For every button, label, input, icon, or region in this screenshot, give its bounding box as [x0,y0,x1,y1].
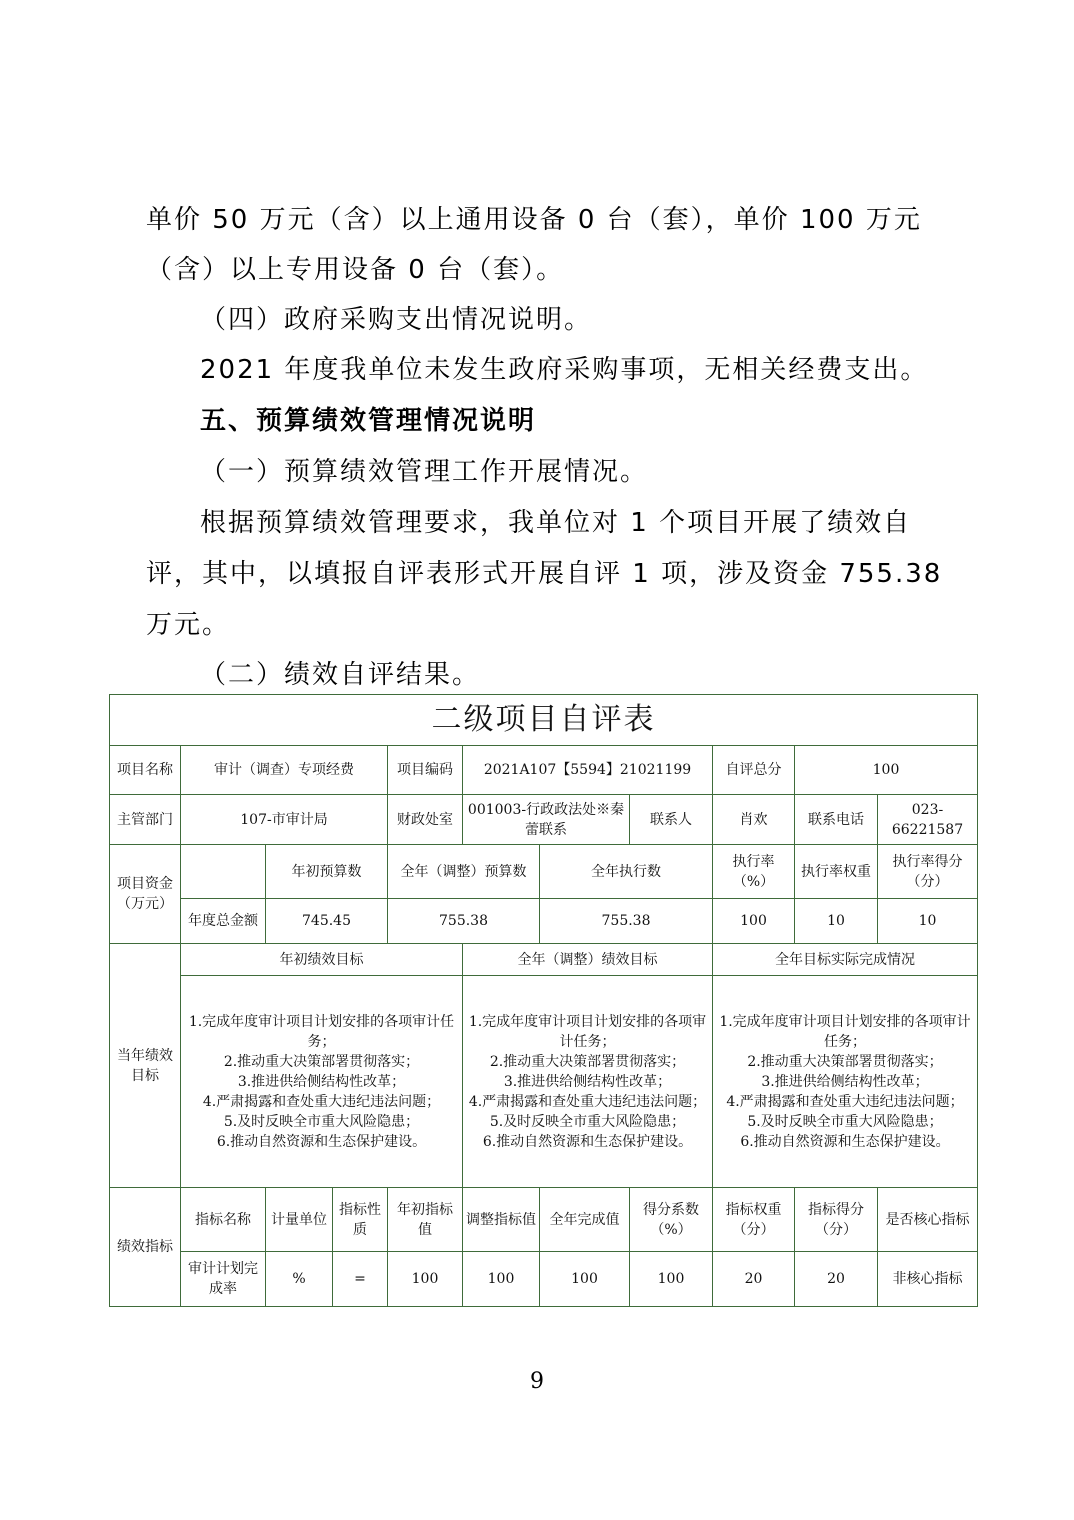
col-executed: 全年执行数 [540,845,713,899]
project-code-label: 项目编码 [388,746,463,795]
finance-office: 001003-行政政法处※秦蕾联系 [463,795,630,845]
goal-line: 5.及时反映全市重大风险隐患； [747,1113,943,1130]
rate-weight-value: 10 [795,899,878,944]
indicator-initial: 100 [388,1252,463,1307]
goals-label: 当年绩效目标 [110,944,181,1188]
goal-line: 5.及时反映全市重大风险隐患； [489,1113,686,1130]
executed-value: 755.38 [540,899,713,944]
table-row [110,1252,978,1307]
funds-label: 项目资金（万元） [110,845,181,944]
col-nature: 指标性质 [333,1188,388,1252]
goals-initial [181,976,463,1188]
indicator-complete: 100 [540,1252,630,1307]
goals-actual-header: 全年目标实际完成情况 [713,944,978,976]
col-complete-value: 全年完成值 [540,1188,630,1252]
col-indicator-score: 指标得分（分） [795,1188,878,1252]
paragraph-line: 根据预算绩效管理要求，我单位对 1 个项目开展了绩效自 [200,508,912,538]
paragraph-line: （含）以上专用设备 0 台（套）。 [146,255,565,285]
goal-line: 1.完成年度审计项目计划安排的各项审计任务； [468,1013,707,1050]
page-number: 9 [530,1369,544,1394]
subheading-procurement: （四）政府采购支出情况说明。 [200,305,593,335]
indicator-score: 20 [795,1252,878,1307]
goal-line: 3.推进供给侧结构性改革； [761,1073,929,1090]
project-code: 2021A107【5594】21021199 [463,746,713,795]
goal-line: 2.推动重大决策部署贯彻落实； [223,1053,420,1070]
indicator-weight: 20 [713,1252,795,1307]
goals-actual [713,976,978,1188]
goal-line: 6.推动自然资源和生态保护建设。 [216,1133,427,1150]
col-indicator-weight: 指标权重（分） [713,1188,795,1252]
indicator-core: 非核心指标 [878,1252,978,1307]
subheading-work: （一）预算绩效管理工作开展情况。 [200,457,649,487]
goal-line: 3.推进供给侧结构性改革； [503,1073,672,1090]
col-adjusted-value: 调整指标值 [463,1188,540,1252]
adjusted-budget-value: 755.38 [388,899,540,944]
subheading-results: （二）绩效自评结果。 [200,660,481,690]
project-name-label: 项目名称 [110,746,181,795]
project-name: 审计（调查）专项经费 [181,746,388,795]
goal-line: 3.推进供给侧结构性改革； [237,1073,406,1090]
section-heading: 五、预算绩效管理情况说明 [200,406,537,436]
total-label: 年度总金额 [181,899,266,944]
col-rate: 执行率（%） [713,845,795,899]
phone-label: 联系电话 [795,795,878,845]
goals-adjusted-header: 全年（调整）绩效目标 [463,944,713,976]
col-adjusted-budget: 全年（调整）预算数 [388,845,540,899]
contact-label: 联系人 [630,795,713,845]
indicator-unit: % [266,1252,333,1307]
goal-line: 6.推动自然资源和生态保护建设。 [482,1133,693,1150]
goal-line: 4.严肃揭露和查处重大违纪违法问题； [726,1093,964,1110]
paragraph-line: 评，其中，以填报自评表形式开展自评 1 项，涉及资金 755.38 [146,559,943,589]
rate-value: 100 [713,899,795,944]
col-core: 是否核心指标 [878,1188,978,1252]
contact: 肖欢 [713,795,795,845]
goal-line: 1.完成年度审计项目计划安排的各项审计任务； [188,1013,455,1050]
col-rate-score: 执行率得分（分） [878,845,978,899]
rate-score-value: 10 [878,899,978,944]
col-initial-value: 年初指标值 [388,1188,463,1252]
table-title: 二级项目自评表 [110,695,978,746]
indicators-label: 绩效指标 [110,1188,181,1307]
dept-label: 主管部门 [110,795,181,845]
paragraph-line: 单价 50 万元（含）以上通用设备 0 台（套），单价 100 万元 [146,205,922,235]
indicator-coefficient: 100 [630,1252,713,1307]
phone: 023-66221587 [878,795,978,845]
blank-cell [181,845,266,899]
goals-initial-header: 年初绩效目标 [181,944,463,976]
goal-line: 2.推动重大决策部署贯彻落实； [489,1053,686,1070]
col-indicator-name: 指标名称 [181,1188,266,1252]
dept: 107-市审计局 [181,795,388,845]
initial-budget-value: 745.45 [266,899,388,944]
col-coefficient: 得分系数（%） [630,1188,713,1252]
indicator-adjusted: 100 [463,1252,540,1307]
goal-line: 4.严肃揭露和查处重大违纪违法问题； [202,1093,441,1110]
goals-adjusted [463,976,713,1188]
goal-line: 2.推动重大决策部署贯彻落实； [747,1053,943,1070]
indicator-name: 审计计划完成率 [181,1252,266,1307]
goal-line: 4.严肃揭露和查处重大违纪违法问题； [468,1093,707,1110]
procurement-text: 2021 年度我单位未发生政府采购事项，无相关经费支出。 [200,355,929,385]
self-score-label: 自评总分 [713,746,795,795]
indicator-nature: = [333,1252,388,1307]
goal-line: 1.完成年度审计项目计划安排的各项审计任务； [719,1013,971,1050]
col-rate-weight: 执行率权重 [795,845,878,899]
col-initial-budget: 年初预算数 [266,845,388,899]
self-score: 100 [795,746,978,795]
finance-label: 财政处室 [388,795,463,845]
goal-line: 6.推动自然资源和生态保护建设。 [740,1133,950,1150]
self-evaluation-table [109,694,977,1307]
paragraph-line: 万元。 [146,610,231,640]
goal-line: 5.及时反映全市重大风险隐患； [223,1113,420,1130]
col-unit: 计量单位 [266,1188,333,1252]
